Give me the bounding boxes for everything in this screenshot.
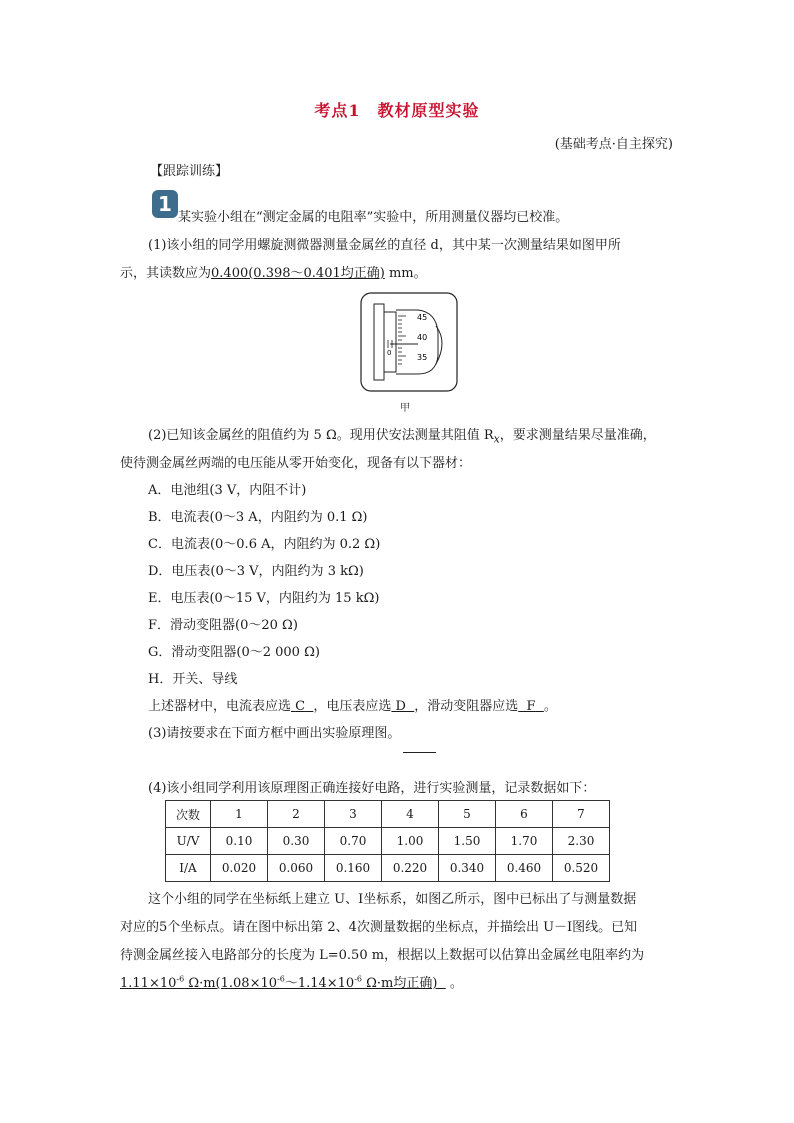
part3-text: (3)请按要求在下面方框中画出实验原理图。 [148, 726, 401, 741]
table-cell: 1.50 [439, 828, 496, 855]
table-cell: 7 [553, 801, 610, 828]
question-number-badge: 1 [152, 190, 178, 218]
option-g: G．滑动变阻器(0～2 000 Ω) [148, 645, 320, 660]
table-cell: 1.00 [382, 828, 439, 855]
question-intro: 某实验小组在“测定金属的电阻率”实验中，所用测量仪器均已校准。 [178, 210, 569, 225]
part2-line1 [148, 424, 656, 446]
choice-answer-1: C [295, 699, 306, 714]
choice-answer-3: F [526, 699, 536, 714]
table-cell: 4 [382, 801, 439, 828]
table-cell: 6 [496, 801, 553, 828]
table-cell: I/A [166, 855, 211, 882]
micrometer-figure [360, 292, 458, 392]
choice-text-2: ，电压表应选 [313, 699, 392, 714]
table-cell: 0.10 [211, 828, 268, 855]
scale-label-45: 45 [417, 313, 428, 322]
part1-line2 [120, 262, 427, 281]
table-cell: 3 [325, 801, 382, 828]
table-cell: 0.340 [439, 855, 496, 882]
table-cell: 次数 [166, 801, 211, 828]
section-heading: 【跟踪训练】 [150, 164, 229, 179]
part4-text: (4)该小组同学利用该原理图正确连接好电路，进行实验测量，记录数据如下： [148, 781, 596, 796]
part1-answer: 0.400(0.398～0.401均正确) [211, 266, 385, 281]
table-cell: 1.70 [496, 828, 553, 855]
part5-answer-line [120, 972, 463, 991]
answer-line [403, 752, 436, 753]
part1-unit: mm。 [388, 266, 427, 281]
table-row [166, 801, 610, 828]
part1-prefix: 示，其读数应为 [120, 266, 212, 281]
part5-line1: 这个小组的同学在坐标纸上建立 U、I坐标系，如图乙所示，图中已标出了与测量数据 [148, 892, 637, 907]
table-cell: 2 [268, 801, 325, 828]
part5-end: 。 [449, 976, 463, 991]
table-cell: 0.220 [382, 855, 439, 882]
figure-caption: 甲 [400, 403, 410, 414]
part2-subscript: x [493, 432, 500, 446]
scale-label-40: 40 [417, 333, 428, 342]
table-cell: 0.70 [325, 828, 382, 855]
option-d: D．电压表(0～3 V，内阻约为 3 kΩ) [148, 564, 364, 579]
table-cell: 2.30 [553, 828, 610, 855]
table-row [166, 828, 610, 855]
choice-answer-2: D [395, 699, 406, 714]
part5-answer: $1.11\times 10^{-6}$ $\Omega\cdot m(1.08\times 10^{-6}\sim 1.14\times 10^{-6}$ Ω·m均正确) [120, 974, 438, 991]
table-cell: 0.060 [268, 855, 325, 882]
table-cell: 0.020 [211, 855, 268, 882]
scale-label-35: 35 [417, 353, 428, 362]
choice-text-3: ，滑动变阻器应选 [414, 699, 519, 714]
choice-end: 。 [543, 699, 557, 714]
part2-text: (2)已知该金属丝的阻值约为 5 Ω。现用伏安法测量其阻值 R [148, 428, 494, 443]
option-a: A．电池组(3 V，内阻不计) [148, 483, 307, 498]
page-title: 考点1 教材原型实验 [314, 101, 480, 120]
part2-line2: 使待测金属丝两端的电压能从零开始变化，现备有以下器材： [120, 456, 472, 471]
table-row [166, 855, 610, 882]
option-h: H．开关、导线 [148, 672, 238, 687]
table-cell: 0.460 [496, 855, 553, 882]
part1-line1: (1)该小组的同学用螺旋测微器测量金属丝的直径 d，其中某一次测量结果如图甲所 [148, 238, 621, 253]
zero-label: 0 [387, 349, 392, 357]
table-cell: 1 [211, 801, 268, 828]
table-cell: 5 [439, 801, 496, 828]
option-f: F．滑动变阻器(0～20 Ω) [148, 618, 298, 633]
part5-line3: 待测金属丝接入电路部分的长度为 L=0.50 m，根据以上数据可以估算出金属丝电阻率约为 [120, 948, 645, 963]
table-cell: U/V [166, 828, 211, 855]
part5-line2: 对应的5个坐标点。请在图中标出第 2、4次测量数据的坐标点，并描绘出 U－I图线。已知 [120, 920, 638, 935]
table-cell: 0.160 [325, 855, 382, 882]
data-table [165, 800, 610, 882]
table-cell: 0.520 [553, 855, 610, 882]
choice-text-1: 上述器材中，电流表应选 [148, 699, 292, 714]
part2-text-post: ，要求测量结果尽量准确， [499, 428, 656, 443]
page-subtitle: (基础考点·自主探究) [554, 137, 673, 152]
choice-line [148, 695, 557, 714]
table-cell: 0.30 [268, 828, 325, 855]
option-e: E．电压表(0～15 V，内阻约为 15 kΩ) [148, 591, 380, 606]
option-b: B．电流表(0～3 A，内阻约为 0.1 Ω) [148, 510, 368, 525]
option-c: C．电流表(0～0.6 A，内阻约为 0.2 Ω) [148, 537, 381, 552]
